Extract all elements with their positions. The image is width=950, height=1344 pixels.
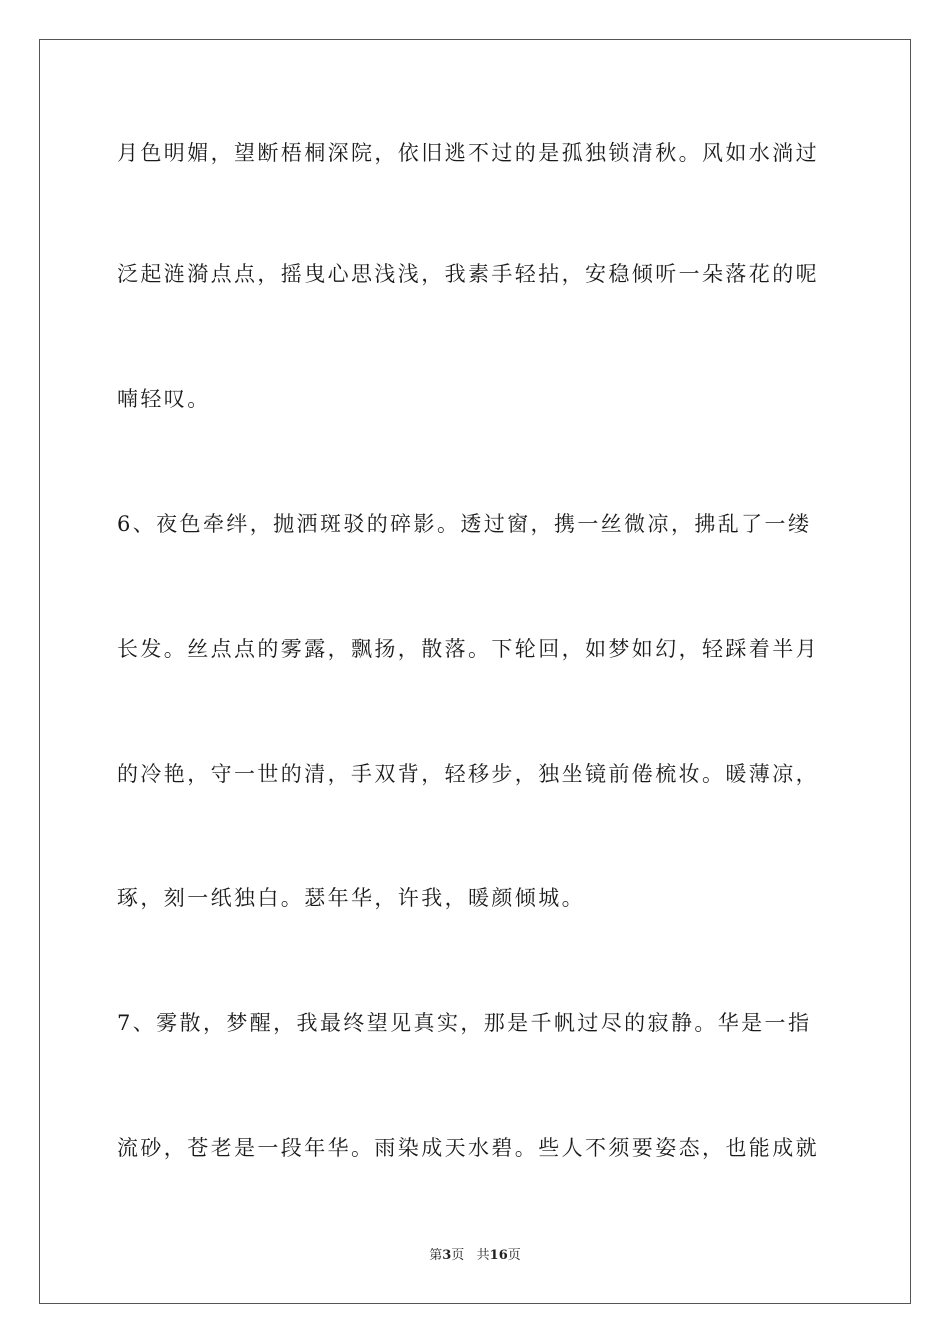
text-line: 流砂，苍老是一段年华。雨染成天水碧。些人不须要姿态，也能成就 (117, 1136, 819, 1160)
text-line: 的冷艳，守一世的清，手双背，轻移步，独坐镜前倦梳妆。暖薄凉， (117, 762, 819, 786)
total-page-number: 16 (489, 1248, 508, 1263)
footer-prefix: 第 (429, 1248, 443, 1263)
footer-mid: 页 共 (451, 1248, 490, 1263)
text-line: 泛起涟漪点点，摇曳心思浅浅，我素手轻拈，安稳倾听一朵落花的呢 (117, 262, 819, 286)
text-line: 琢，刻一纸独白。瑟年华，许我，暖颜倾城。 (117, 886, 585, 910)
text-line: 6、夜色牵绊，抛洒斑驳的碎影。透过窗，携一丝微凉，拂乱了一缕 (117, 512, 812, 536)
text-line: 7、雾散，梦醒，我最终望见真实，那是千帆过尽的寂静。华是一指 (117, 1011, 812, 1035)
text-line: 月色明媚，望断梧桐深院，依旧逃不过的是孤独锁清秋。风如水淌过 (117, 141, 819, 165)
text-line: 长发。丝点点的雾露，飘扬，散落。下轮回，如梦如幻，轻踩着半月 (117, 637, 819, 661)
current-page-number: 3 (442, 1248, 452, 1263)
page-footer (0, 1247, 950, 1265)
page-border (39, 39, 911, 1304)
footer-suffix: 页 (507, 1248, 521, 1263)
text-line: 喃轻叹。 (117, 387, 211, 411)
